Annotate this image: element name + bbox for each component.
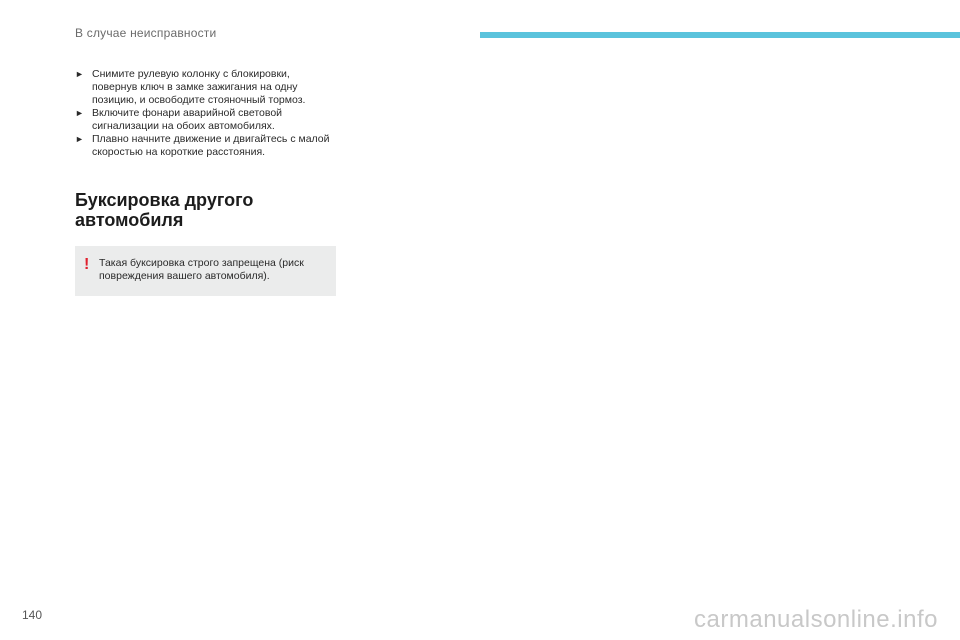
instruction-item (75, 68, 345, 107)
section-title-line: автомобиля (75, 210, 184, 230)
bullet-arrow-icon: ► (75, 69, 84, 79)
instruction-line: сигнализации на обоих автомобилях. (92, 120, 275, 132)
instruction-line: Включите фонари аварийной световой (92, 107, 283, 119)
warning-box (75, 246, 336, 296)
instruction-line: повернув ключ в замке зажигания на одну (92, 81, 298, 93)
instruction-line: Снимите рулевую колонку с блокировки, (92, 68, 290, 80)
bullet-arrow-icon: ► (75, 134, 84, 144)
instruction-line: Плавно начните движение и двигайтесь с малой (92, 133, 330, 145)
instruction-line: позицию, и освободите стояночный тормоз. (92, 94, 306, 106)
section-title-line: Буксировка другого (75, 190, 254, 210)
watermark: carmanualsonline.info (694, 606, 938, 633)
instruction-list (75, 68, 345, 159)
section-title (75, 190, 253, 230)
header-accent-bar (480, 32, 960, 38)
warning-line: Такая буксировка строго запрещена (риск (99, 257, 304, 269)
bullet-arrow-icon: ► (75, 108, 84, 118)
section-header: В случае неисправности (75, 26, 217, 40)
warning-line: повреждения вашего автомобиля). (99, 270, 270, 282)
instruction-item (75, 107, 345, 133)
instruction-line: скоростью на короткие расстояния. (92, 146, 266, 158)
warning-text (99, 257, 329, 283)
exclamation-icon: ! (84, 256, 90, 273)
page-number: 140 (22, 608, 43, 622)
instruction-item (75, 133, 345, 159)
